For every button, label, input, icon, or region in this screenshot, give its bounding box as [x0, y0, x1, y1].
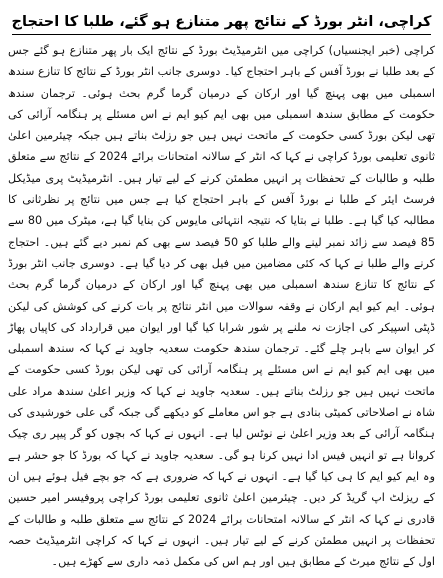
headline: کراچی، انٹر بورڈ کے نتائج پھر متنازع ہو گئے، طلبا کا احتجاج [12, 10, 432, 35]
article-body: کراچی (خبر ایجنسیاں) کراچی میں انٹرمیڈیٹ بورڈ کے نتائج ایک بار پھر متنازع ہو گئے جس کے بعد طلبا نے بورڈ آفس کے باہر احتجاج کیا۔ دوسری جانب انٹر بورڈ کے نتائج کا تنازع سندھ اسمبلی میں بھی پہنچ گیا اور ارکان کے درمیان گرما گرم بحث ہوئی۔ ترجمان سندھ حکومت کے مطابق سندھ اسمبلی میں بھی ایم کیو ایم نے اس مسئلے پر ہنگامہ آرائی کی تھی لیکن بورڈ کسی حکومت کے ماتحت نہیں ہیں جو رزلٹ بناتے ہیں جبکہ چیئرمین اعلیٰ ثانوی تعلیمی بورڈ کراچی نے کہا کہ انٹر کے سالانہ امتحانات برائے 2024 کے نتائج سے متعلق طلبہ و طالبات کے تحفظات پر انہیں مطمئن کرنے کے لیے تیار ہیں۔ انٹرمیڈیٹ پری میڈیکل فرسٹ ایئر کے طلبا نے بورڈ آفس کے باہر احتجاج کیا ہے جس میں نتائج پر نظرثانی کا مطالبہ کیا گیا ہے۔ طلبا نے بتایا کہ نتیجہ انتہائی مایوس کن بنایا گیا ہے، میٹرک میں 80 سے 85 فیصد سے زائد نمبر لینے والے طلبا کو 50 فیصد سے بھی کم نمبر دیے گئے ہیں۔ احتجاج کرنے والے طلبا نے کہا کہ کئی مضامین میں فیل بھی کر دیا گیا ہے۔ دوسری جانب انٹر بورڈ کے نتائج کا تنازع سندھ اسمبلی میں بھی پہنچ گیا اور ارکان کے درمیان گرما گرم بحث ہوئی۔ ایم کیو ایم ارکان نے وقفہ سوالات میں انٹر نتائج پر بات کرنے کی کوشش کی لیکن ڈپٹی اسپیکر کی اجازت نہ ملنے پر شور شرابا کیا گیا اور ایوان میں قرارداد کی کاپیاں پھاڑ کر ایوان سے باہر چلے گئے۔ ترجمان سندھ حکومت سعدیہ جاوید نے کہا کہ سندھ اسمبلی میں بھی ایم کیو ایم نے اس مسئلے پر ہنگامہ آرائی کی تھی لیکن بورڈ کسی حکومت کے ماتحت نہیں ہیں جو رزلٹ بناتے ہیں۔ سعدیہ جاوید نے کہا کہ وزیر اعلیٰ سندھ مراد علی شاہ نے اصلاحاتی کمیٹی بنادی ہے جو اس معاملے کو دیکھے گی جبکہ گی علی خورشیدی کی ہنگامہ آرائی کے بعد وزیر اعلیٰ نے نوٹس لیا ہے۔ انہوں نے کہا کہ بچوں کو گر پیپر ری چیک کروانا ہے تو انہیں فیس ادا نہیں کرنا ہو گی۔ سعدیہ جاوید نے کہا کہ بورڈ کا جو حشر ہے وہ ایم کیو ایم کا ہی کیا گیا ہے۔ انہوں نے کہا کہ ضروری ہے کہ جو بچے فیل ہوئے ہیں ان کے ریزلٹ اپ گریڈ کر دیں۔ چیئرمین اعلیٰ ثانوی تعلیمی بورڈ کراچی پروفیسر امیر حسین قادری نے کہا کہ انٹر کے سالانہ امتحانات برائے 2024 کے نتائج سے متعلق طلبہ و طالبات کے تحفظات پر انہیں مطمئن کرنے کے لیے تیار ہیں۔ انہوں نے کہا کہ کراچی انٹرمیڈیٹ حصہ اول کے نتائج میرٹ کے مطابق ہیں اور ہم اس کی مکمل ذمہ داری سے کھڑے ہیں۔ [8, 44, 436, 569]
headline-container [8, 6, 435, 36]
